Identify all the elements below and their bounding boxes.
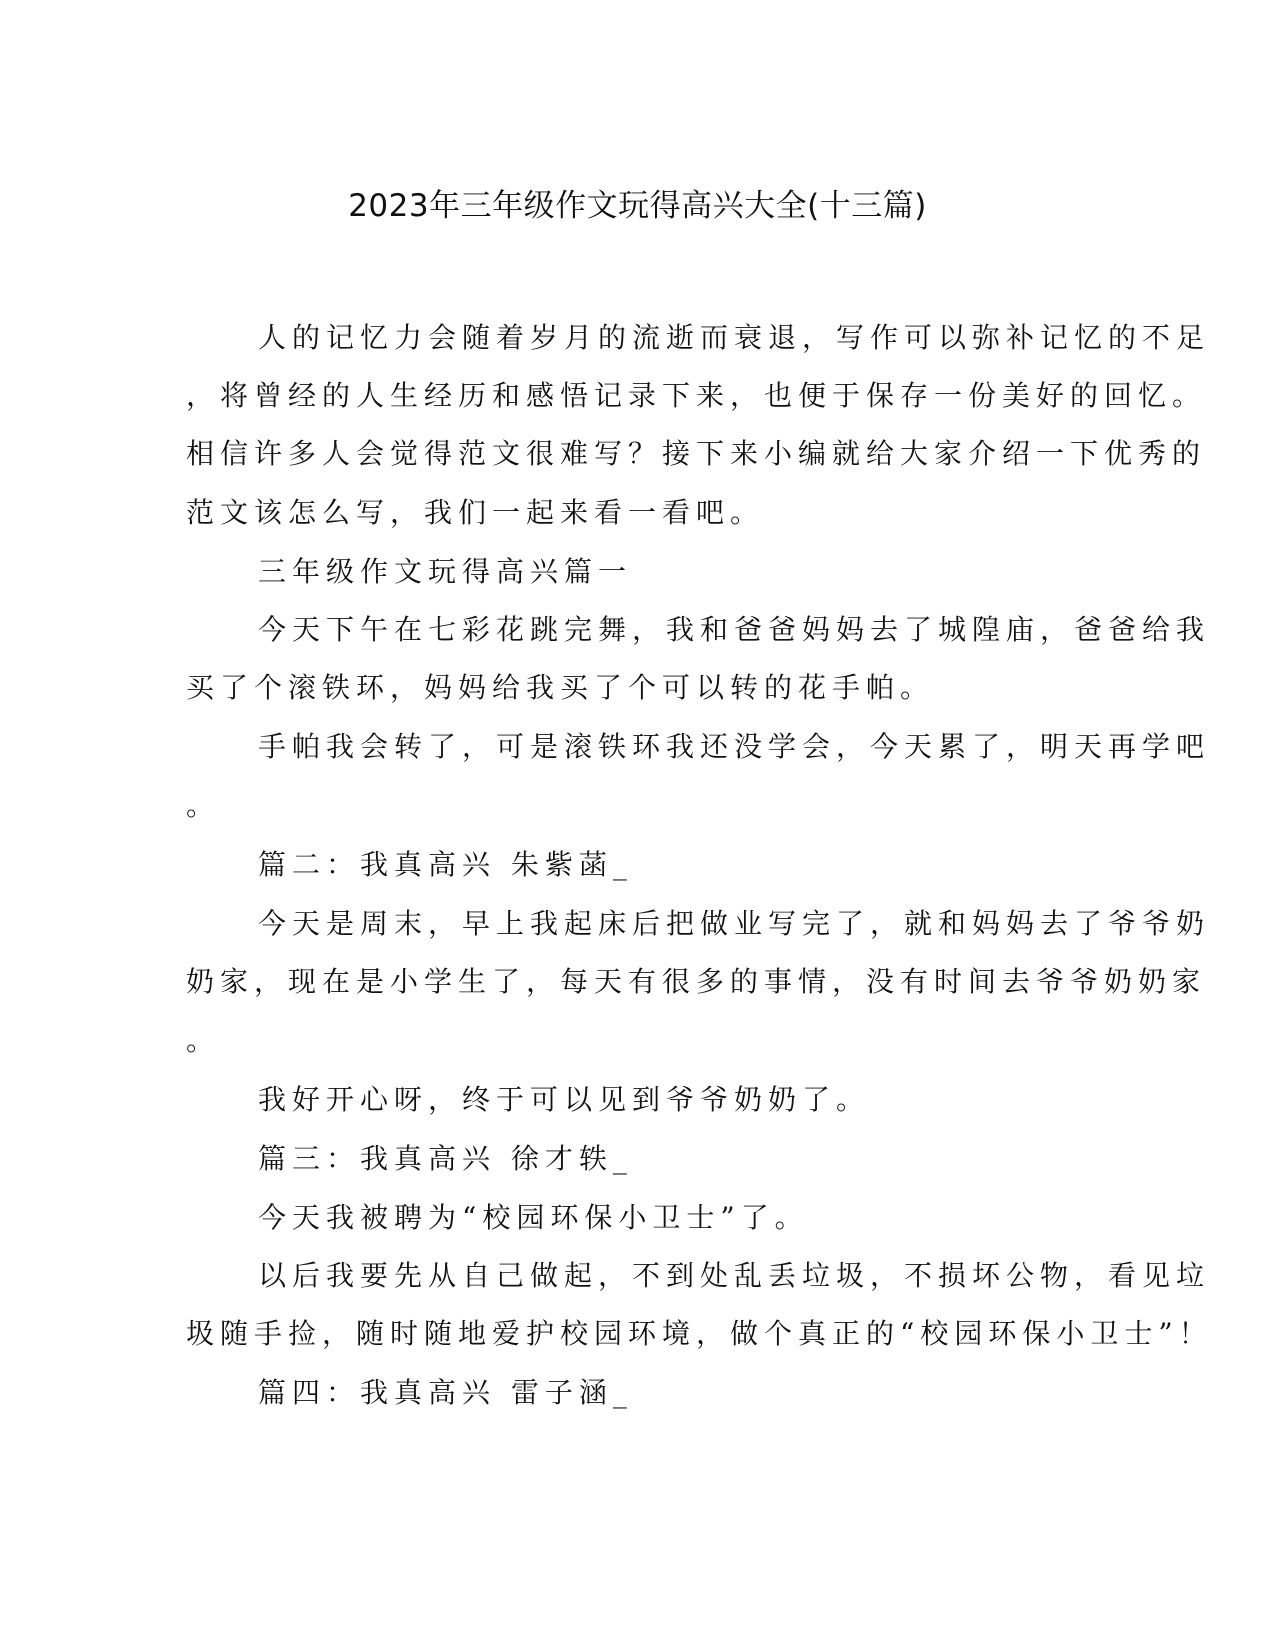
section-heading: 篇四：我真高兴 雷子涵_ [258,1376,633,1409]
paragraph-line: 。 [186,1024,221,1057]
paragraph-line: 我好开心呀，终于可以见到爷爷奶奶了。 [258,1083,871,1116]
section-heading: 三年级作文玩得高兴篇一 [258,555,633,588]
section-heading: 篇二：我真高兴 朱紫菡_ [258,848,633,881]
paragraph-line: 范文该怎么写，我们一起来看一看吧。 [186,496,765,529]
paragraph-line: 。 [186,789,221,822]
paragraph-line: 今天是周末，早上我起床后把做业写完了，就和妈妈去了爷爷奶 [258,907,1211,940]
paragraph-line: 买了个滚铁环，妈妈给我买了个可以转的花手帕。 [186,671,935,704]
paragraph-line: ，将曾经的人生经历和感悟记录下来，也便于保存一份美好的回忆。 [186,379,1207,412]
section-heading: 篇三：我真高兴 徐才轶_ [258,1142,633,1175]
paragraph-line: 人的记忆力会随着岁月的流逝而衰退，写作可以弥补记忆的不足 [258,321,1211,354]
paragraph-line: 手帕我会转了，可是滚铁环我还没学会，今天累了，明天再学吧 [258,730,1211,763]
paragraph-line: 今天下午在七彩花跳完舞，我和爸爸妈妈去了城隍庙，爸爸给我 [258,613,1211,646]
paragraph-line: 奶家，现在是小学生了，每天有很多的事情，没有时间去爷爷奶奶家 [186,965,1207,998]
paragraph-line: 圾随手捡，随时随地爱护校园环境，做个真正的“校园环保小卫士”！ [186,1317,1213,1350]
document-title: 2023年三年级作文玩得高兴大全(十三篇) [348,188,927,224]
paragraph-line: 相信许多人会觉得范文很难写？接下来小编就给大家介绍一下优秀的 [186,437,1207,470]
paragraph-line: 今天我被聘为“校园环保小卫士”了。 [258,1201,809,1234]
paragraph-line: 以后我要先从自己做起，不到处乱丢垃圾，不损坏公物，看见垃 [258,1259,1211,1292]
